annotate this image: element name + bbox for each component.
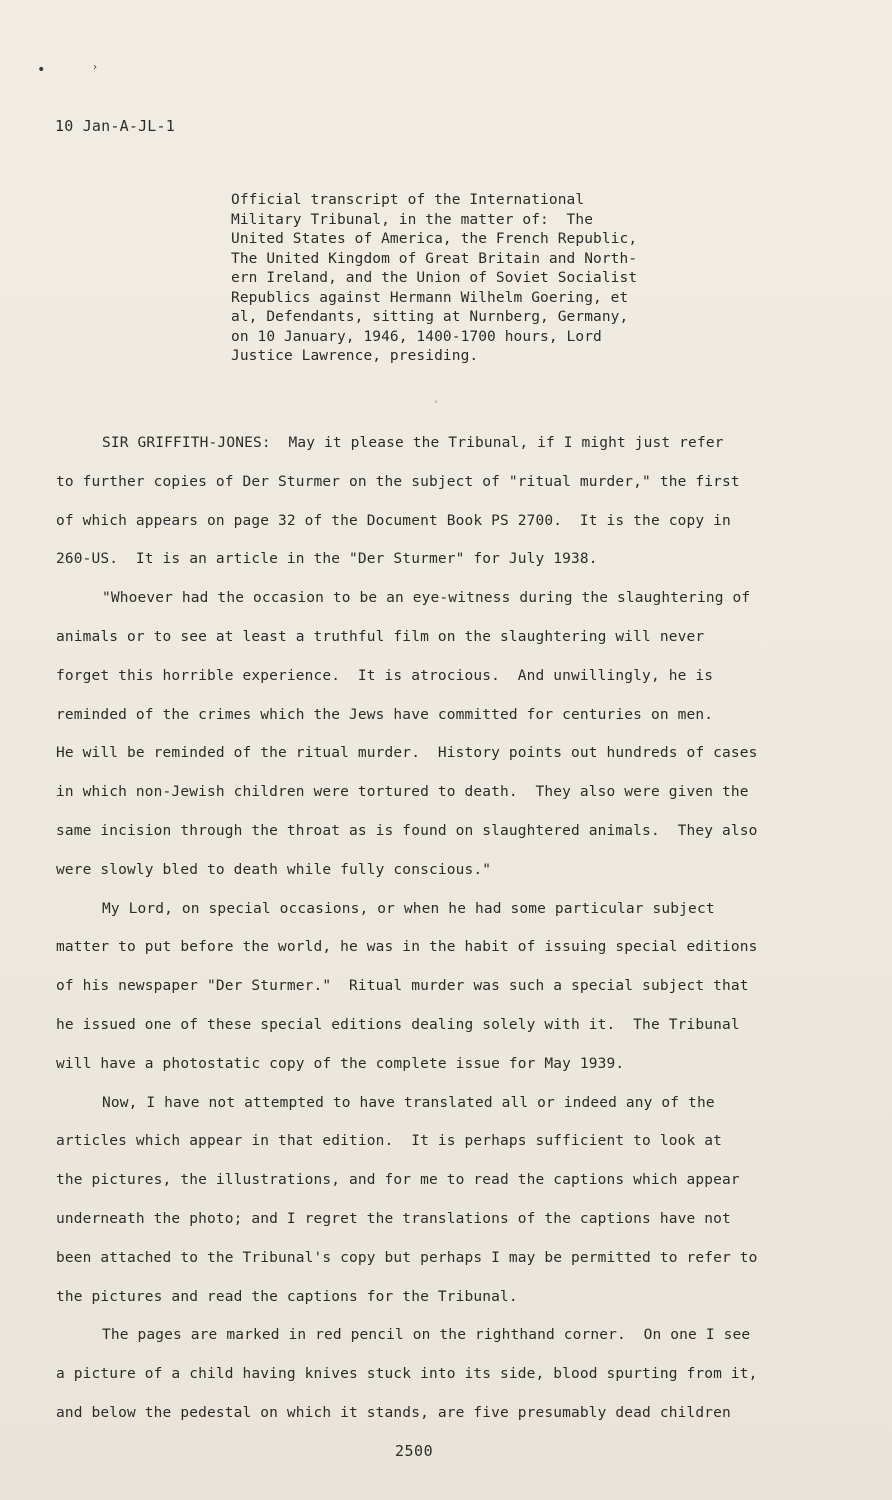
body-line: The pages are marked in red pencil on the righthand corner. On one I see — [102, 1327, 751, 1344]
body-line: in which non-Jewish children were tortured to death. They also were given the — [56, 784, 749, 801]
margin-mark: • — [37, 62, 46, 78]
body-line: 260-US. It is an article in the "Der Sturmer" for July 1938. — [56, 551, 598, 568]
body-line: Now, I have not attempted to have translated all or indeed any of the — [102, 1094, 715, 1111]
caption-line: ern Ireland, and the Union of Soviet Socialist — [231, 270, 638, 286]
transcript-body — [56, 424, 836, 1433]
body-line: were slowly bled to death while fully conscious." — [56, 861, 492, 878]
body-line: of his newspaper "Der Sturmer." Ritual murder was such a special subject that — [56, 978, 749, 995]
page-number: 2500 — [395, 1442, 434, 1460]
body-line: My Lord, on special occasions, or when he had some particular subject — [102, 900, 715, 917]
caption-line: on 10 January, 1946, 1400-1700 hours, Lord — [231, 328, 602, 345]
body-line: the pictures, the illustrations, and for me to read the captions which appear — [56, 1172, 740, 1189]
body-line: the pictures and read the captions for the Tribunal. — [56, 1288, 518, 1305]
body-line: "Whoever had the occasion to be an eye-witness during the slaughtering of — [102, 590, 751, 607]
body-line: to further copies of Der Sturmer on the subject of "ritual murder," the first — [56, 473, 740, 490]
transcript-caption — [231, 191, 701, 367]
caption-line: Justice Lawrence, presiding. — [231, 348, 479, 364]
caption-line: United States of America, the French Republic, — [231, 231, 638, 247]
caption-line: Military Tribunal, in the matter of: The — [231, 211, 594, 228]
body-line: and below the pedestal on which it stands, are five presumably dead children — [56, 1404, 731, 1421]
reference-code: 10 Jan-A-JL-1 — [55, 117, 175, 135]
body-line: He will be reminded of the ritual murder. History points out hundreds of cases — [56, 745, 758, 762]
body-line: same incision through the throat as is found on slaughtered animals. They also — [56, 822, 758, 839]
body-line: SIR GRIFFITH-JONES: May it please the Tribunal, if I might just refer — [102, 435, 724, 451]
body-line: forget this horrible experience. It is atrocious. And unwillingly, he is — [56, 667, 714, 684]
body-line: will have a photostatic copy of the complete issue for May 1939. — [56, 1055, 625, 1072]
body-line: articles which appear in that edition. It is perhaps sufficient to look at — [56, 1133, 722, 1150]
caption-line: Official transcript of the International — [231, 192, 585, 208]
body-line: of which appears on page 32 of the Document Book PS 2700. It is the copy in — [56, 512, 731, 529]
margin-mark: › — [92, 62, 99, 73]
caption-line: The United Kingdom of Great Britain and North- — [231, 250, 638, 267]
body-line: been attached to the Tribunal's copy but perhaps I may be permitted to refer to — [56, 1249, 758, 1266]
body-line: reminded of the crimes which the Jews have committed for centuries on men. — [56, 706, 714, 723]
body-line: a picture of a child having knives stuck into its side, blood spurting from it, — [56, 1366, 758, 1383]
caption-line: Republics against Hermann Wilhelm Goering, et — [231, 289, 629, 306]
body-line: he issued one of these special editions dealing solely with it. The Tribunal — [56, 1016, 740, 1033]
body-line: animals or to see at least a truthful film on the slaughtering will never — [56, 628, 705, 645]
caption-line: al, Defendants, sitting at Nurnberg, Germany, — [231, 309, 629, 325]
body-line: matter to put before the world, he was in the habit of issuing special editions — [56, 939, 758, 956]
body-line: underneath the photo; and I regret the translations of the captions have not — [56, 1210, 731, 1227]
stray-mark: ˈ — [433, 400, 440, 411]
